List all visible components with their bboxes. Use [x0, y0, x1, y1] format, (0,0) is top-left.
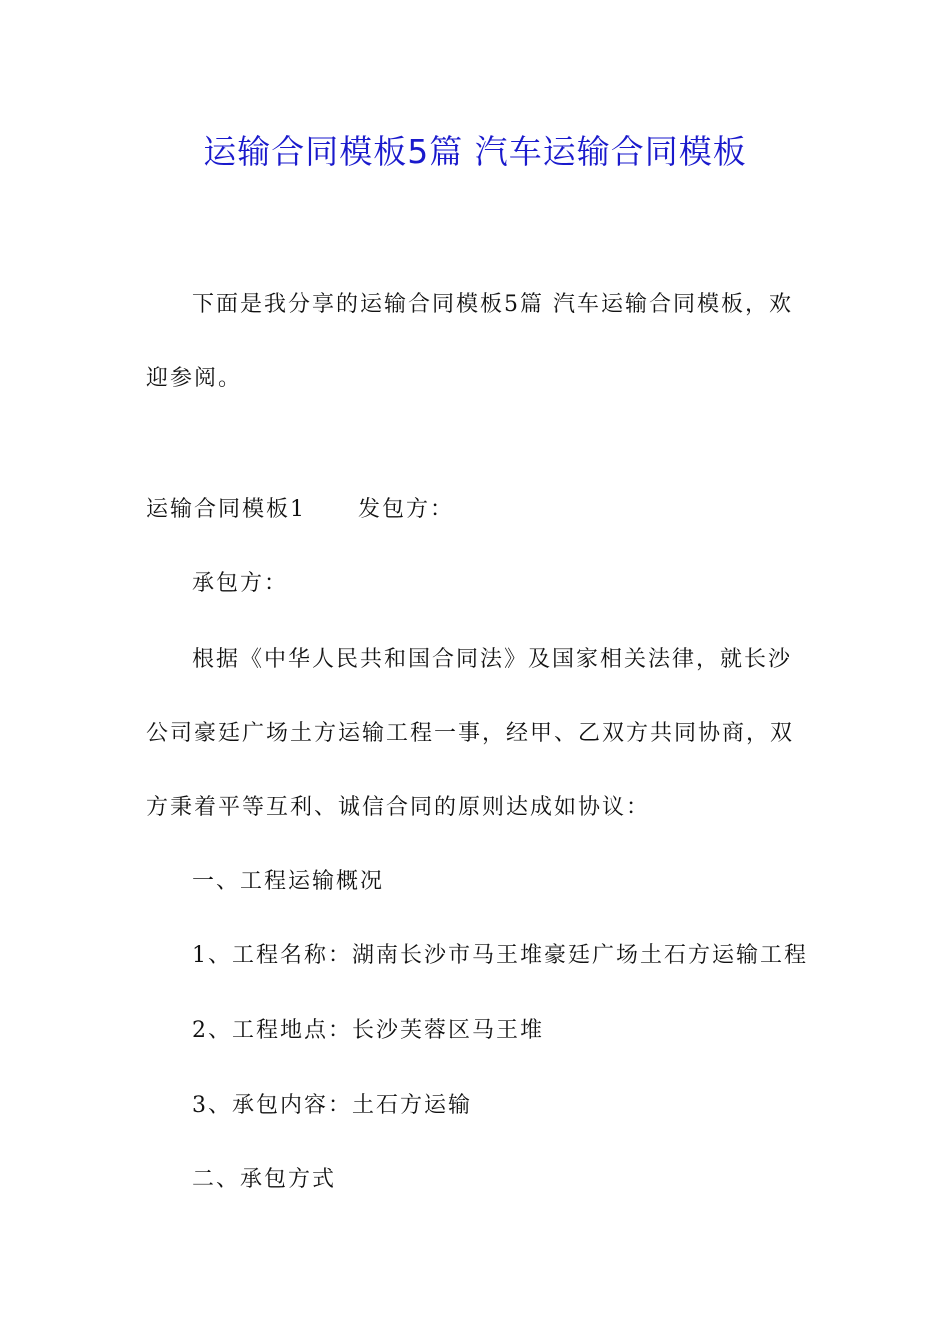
section-heading-row [146, 490, 806, 530]
issuer-label: 发包方： [358, 497, 455, 522]
intro-paragraph: 下面是我分享的运输合同模板5篇 汽车运输合同模板，欢迎参阅。 [146, 292, 793, 391]
section-heading: 运输合同模板1 [146, 497, 306, 522]
clause-heading-1: 一、工程运输概况 [192, 869, 385, 894]
clause-heading-2: 二、承包方式 [192, 1167, 337, 1192]
document-title: 运输合同模板5篇 汽车运输合同模板 [203, 132, 747, 171]
clause-item-2: 2、工程地点：长沙芙蓉区马王堆 [192, 1018, 544, 1043]
contractor-label: 承包方： [192, 571, 289, 596]
clause-item-1: 1、工程名称：湖南长沙市马王堆豪廷广场土石方运输工程 [192, 943, 808, 968]
paragraph-line-1: 根据《中华人民共和国合同法》及国家相关法律，就长沙 [192, 647, 793, 672]
paragraph-line-2: 公司豪廷广场土方运输工程一事，经甲、乙双方共同协商，双 [146, 721, 795, 746]
clause-item-3: 3、承包内容：土石方运输 [192, 1093, 472, 1118]
paragraph-line-3: 方秉着平等互利、诚信合同的原则达成如协议： [146, 795, 651, 820]
